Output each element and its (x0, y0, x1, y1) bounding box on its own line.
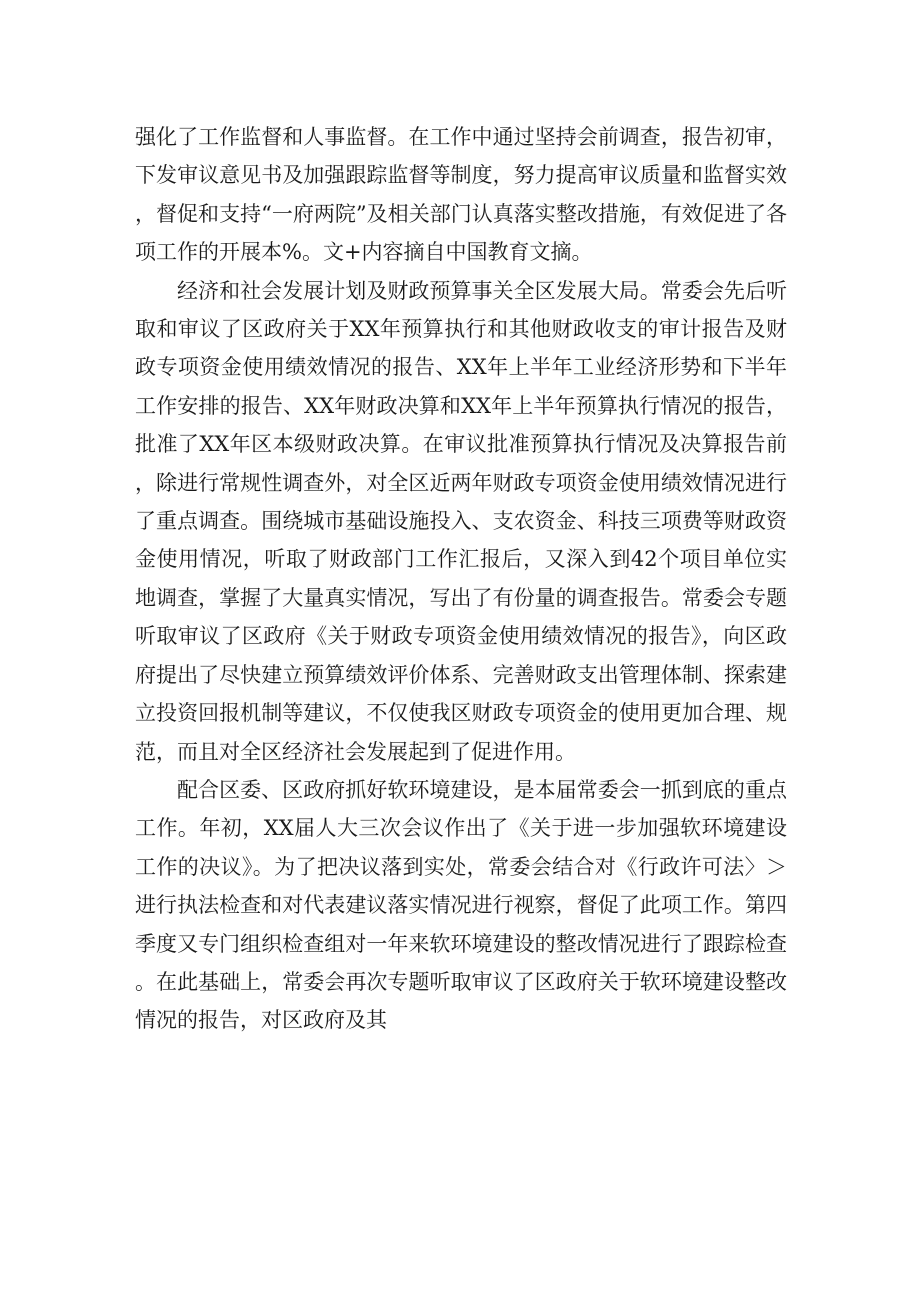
paragraph-soft-environment: 配合区委、区政府抓好软环境建设，是本届常委会一抓到底的重点工作。年初，XX届人大三次会议作出了《关于进一步加强软环境建设工作的决议》。为了把决议落到实处，常委会结合对《行政许可法〉＞进行执法检查和对代表建议落实情况进行视察，督促了此项工作。第四季度又专门组织检查组对一年来软环境建设的整改情况进行了跟踪检查。在此基础上，常委会再次专题听取审议了区政府关于软环境建设整改情况的报告，对区政府及其 (135, 777, 787, 1033)
paragraph-continuation: 强化了工作监督和人事监督。在工作中通过坚持会前调查，报告初审，下发审议意见书及加强跟踪监督等制度，努力提高审议质量和监督实效，督促和支持“一府两院”及相关部门认真落实整改措施，有效促进了各项工作的开展本%。文+内容摘自中国教育文摘。 (135, 125, 787, 265)
paragraph-budget: 经济和社会发展计划及财政预算事关全区发展大局。常委会先后听取和审议了区政府关于XX年预算执行和其他财政收支的审计报告及财政专项资金使用绩效情况的报告、XX年上半年工业经济形势和下半年工作安排的报告、XX年财政决算和XX年上半年预算执行情况的报告，批准了XX年区本级财政决算。在审议批准预算执行情况及决算报告前，除进行常规性调查外，对全区近两年财政专项资金使用绩效情况进行了重点调查。围绕城市基础设施投入、支农资金、科技三项费等财政资金使用情况，听取了财政部门工作汇报后，又深入到42个项目单位实地调查，掌握了大量真实情况，写出了有份量的调查报告。常委会专题听取审议了区政府《关于财政专项资金使用绩效情况的报告》，向区政府提出了尽快建立预算绩效评价体系、完善财政支出管理体制、探索建立投资回报机制等建议，不仅使我区财政专项资金的使用更加合理、规范，而且对全区经济社会发展起到了促进作用。 (135, 278, 787, 764)
document-body (135, 118, 787, 1040)
